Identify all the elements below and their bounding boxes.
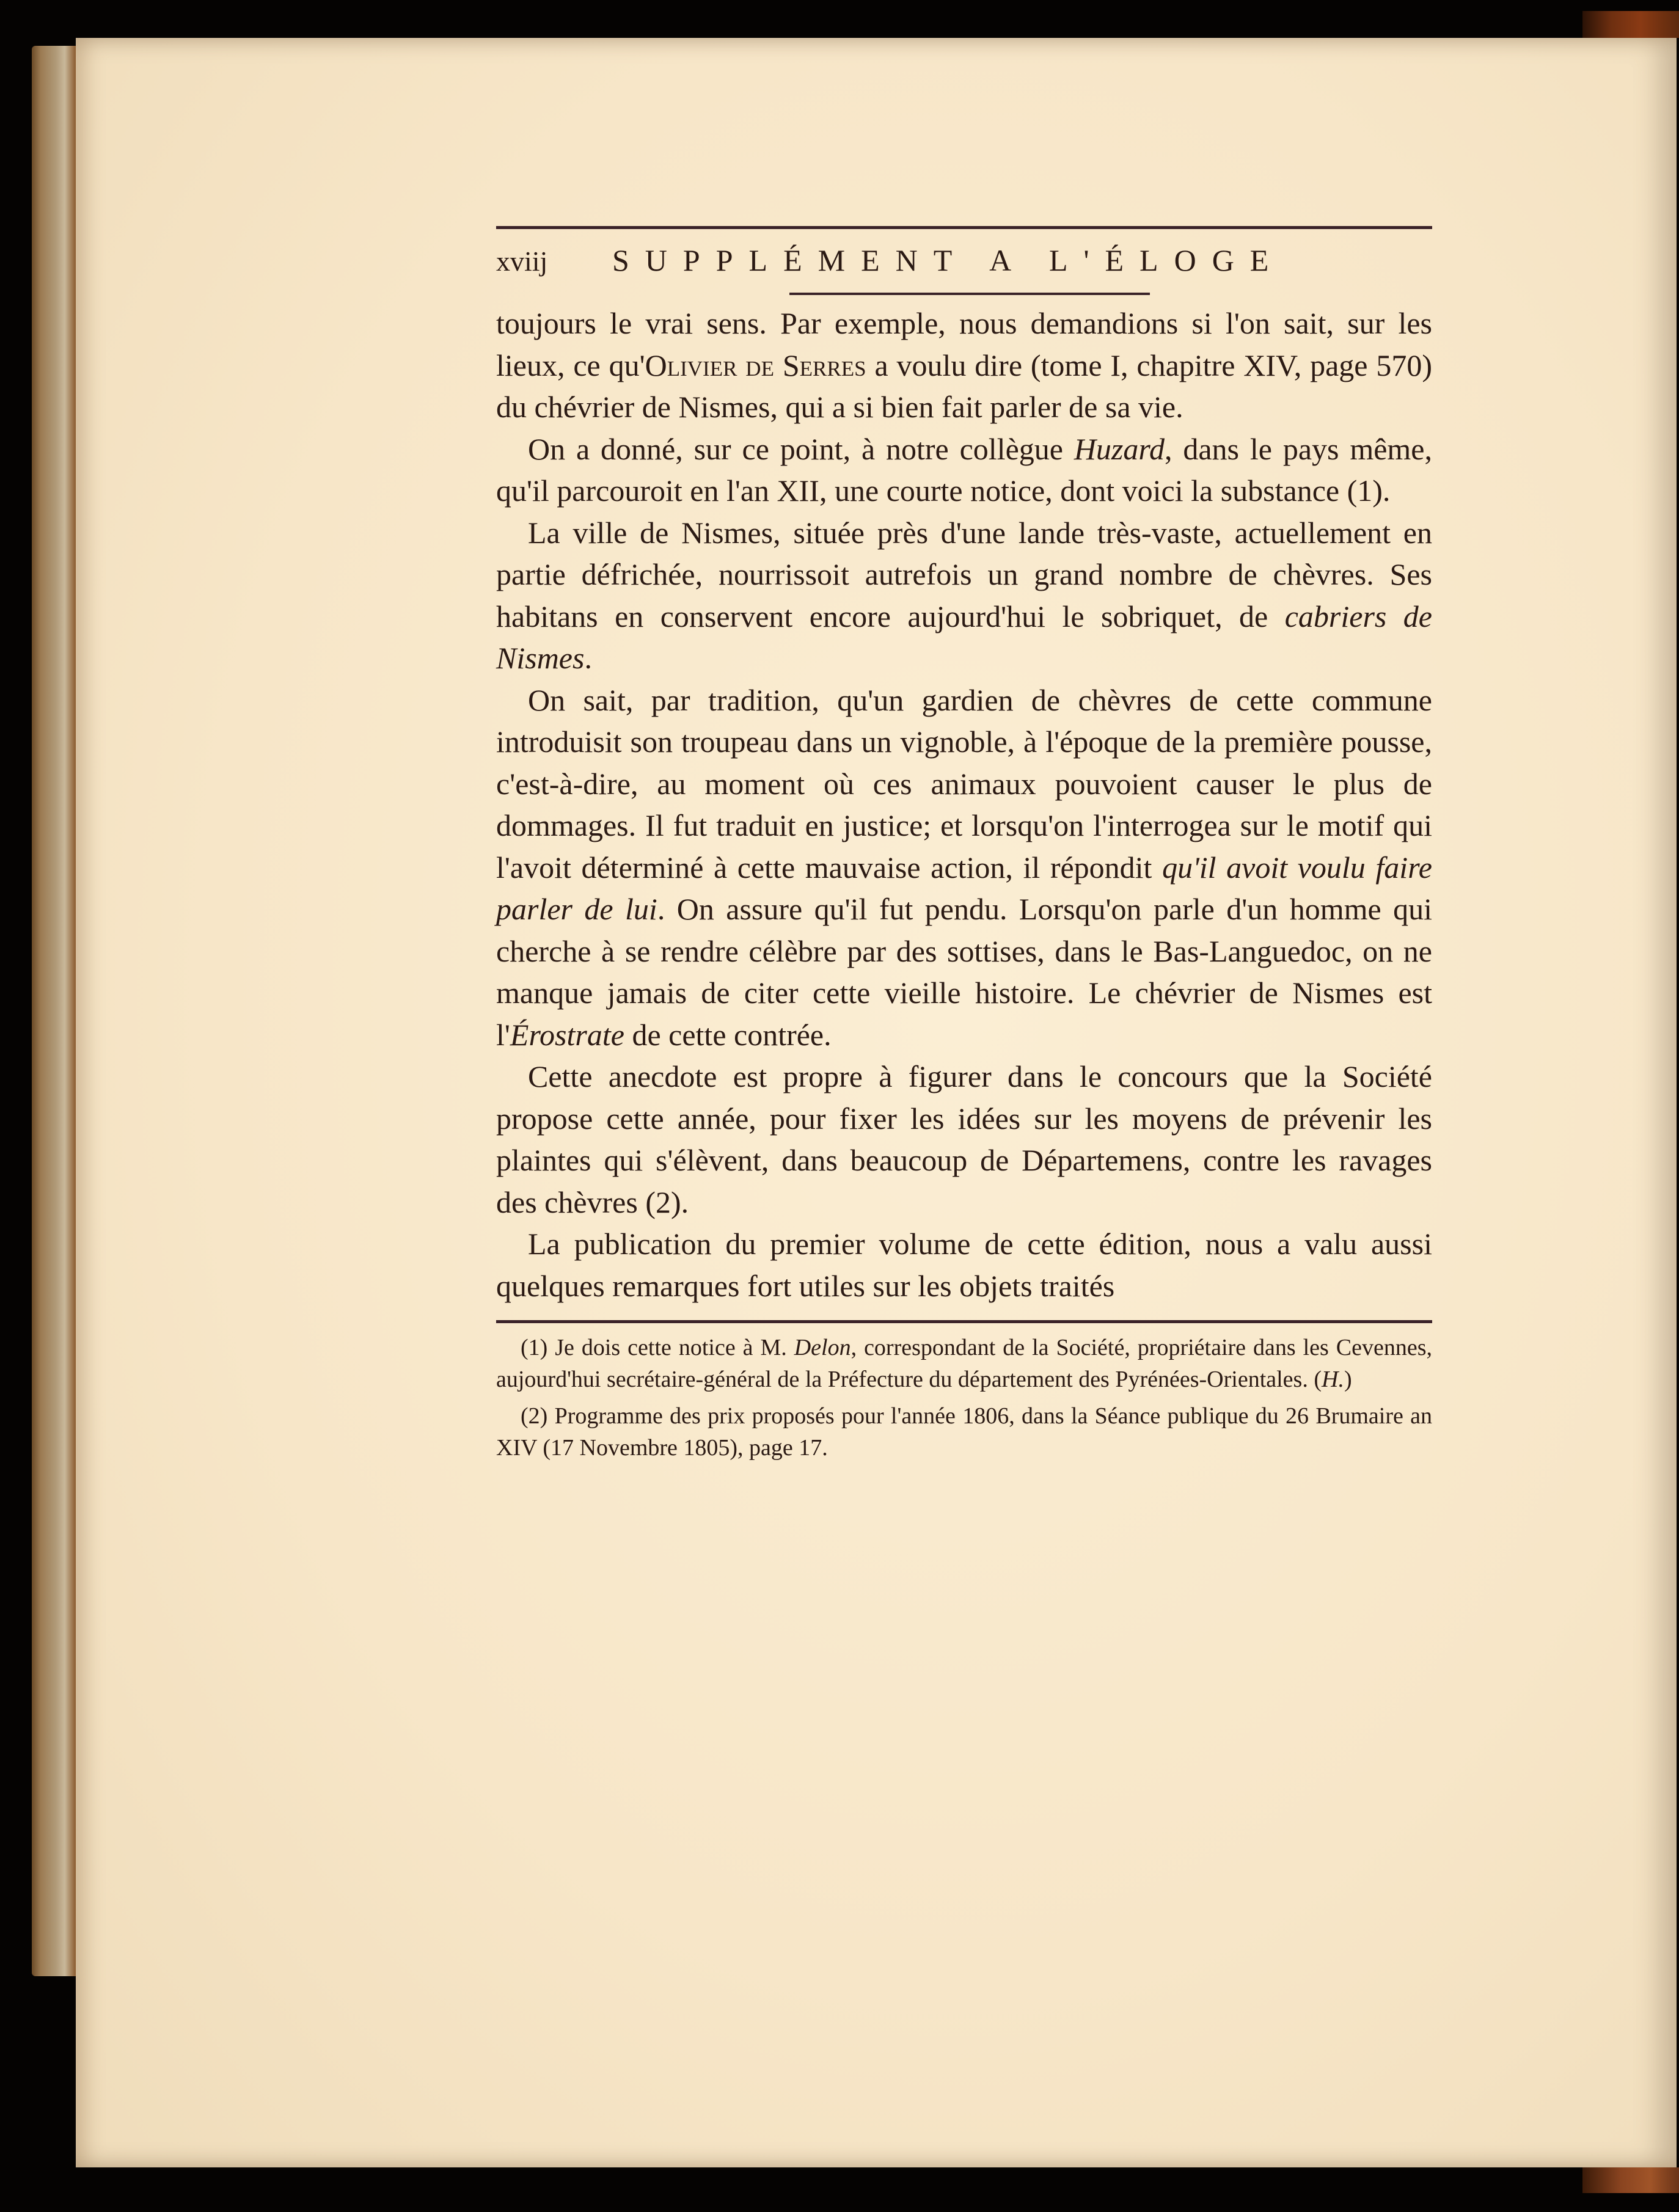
header-short-rule: [789, 293, 1150, 295]
italic-name: Huzard: [1074, 431, 1165, 466]
footnotes: [496, 1332, 1432, 1464]
paragraph-1: toujours le vrai sens. Par exemple, nous demandions si l'on sait, sur les lieux, ce qu'Olivier de Serres a voulu dire (tome I, chapitre XIV, page 570) du chévrier de Nismes, qui a si bien fait parler de sa vie.: [496, 306, 1432, 424]
text-block: [496, 226, 1432, 1469]
paragraph-2: On a donné, sur ce point, à notre collègue Huzard, dans le pays même, qu'il parcouroit en l'an XII, une courte notice, dont voici la substance (1).: [496, 431, 1432, 508]
running-head: [496, 243, 1432, 279]
paragraph-3: La ville de Nismes, située près d'une lande très-vaste, actuellement en partie défrichée, nourrissoit autrefois un grand nombre de chèvres. Ses habitans en conservent encore aujourd'hui le sobriquet, de cabriers de Nismes.: [496, 515, 1432, 675]
header-rule: [496, 226, 1432, 229]
book-edge: [32, 46, 76, 1976]
footnote-1: (1) Je dois cette notice à M. Delon, correspondant de la Société, propriétaire dans les Cevennes, aujourd'hui secrétaire-général de la Préfecture du département des Pyrénées-Orientales. (H.): [496, 1335, 1432, 1392]
footnote-2: (2) Programme des prix proposés pour l'année 1806, dans la Séance publique du 26 Brumaire an XIV (17 Novembre 1805), page 17.: [496, 1403, 1432, 1461]
italic-phrase: cabriers de Nismes: [496, 599, 1432, 675]
author-name: Olivier de Serres: [645, 348, 866, 382]
book-cover-top: [1582, 11, 1679, 38]
paragraph-4: On sait, par tradition, qu'un gardien de chèvres de cette commune introduisit son troupeau dans un vignoble, à l'époque de la première pousse, c'est-à-dire, au moment où ces animaux pouvoient causer le plus de dommages. Il fut traduit en justice; et lorsqu'on l'interrogea sur le motif qui l'avoit déterminé à cette mauvaise action, il répondit qu'il avoit voulu faire parler de lui. On assure qu'il fut pendu. Lorsqu'on parle d'un homme qui cherche à se rendre célèbre par des sottises, dans le Bas-Languedoc, on ne manque jamais de citer cette vieille histoire. Le chévrier de Nismes est l'Érostrate de cette contrée.: [496, 682, 1432, 1052]
paragraph-5: Cette anecdote est propre à figurer dans le concours que la Société propose cette année, pour fixer les idées sur les moyens de prévenir les plaintes qui s'élèvent, dans beaucoup de Départemens, contre les ravages des chèvres (2).: [496, 1059, 1432, 1219]
page-number: xviij: [496, 246, 548, 277]
book-cover-bottom: [1582, 2167, 1679, 2193]
body-text: [496, 302, 1432, 1307]
italic-name: Érostrate: [510, 1017, 624, 1052]
running-title: SUPPLÉMENT A L'ÉLOGE: [612, 243, 1285, 277]
italic-quote: qu'il avoit voulu faire parler de lui: [496, 850, 1432, 926]
paragraph-6: La publication du premier volume de cette édition, nous a valu aussi quelques remarques fort utiles sur les objets traités: [496, 1227, 1432, 1303]
footnote-rule: [496, 1320, 1432, 1323]
